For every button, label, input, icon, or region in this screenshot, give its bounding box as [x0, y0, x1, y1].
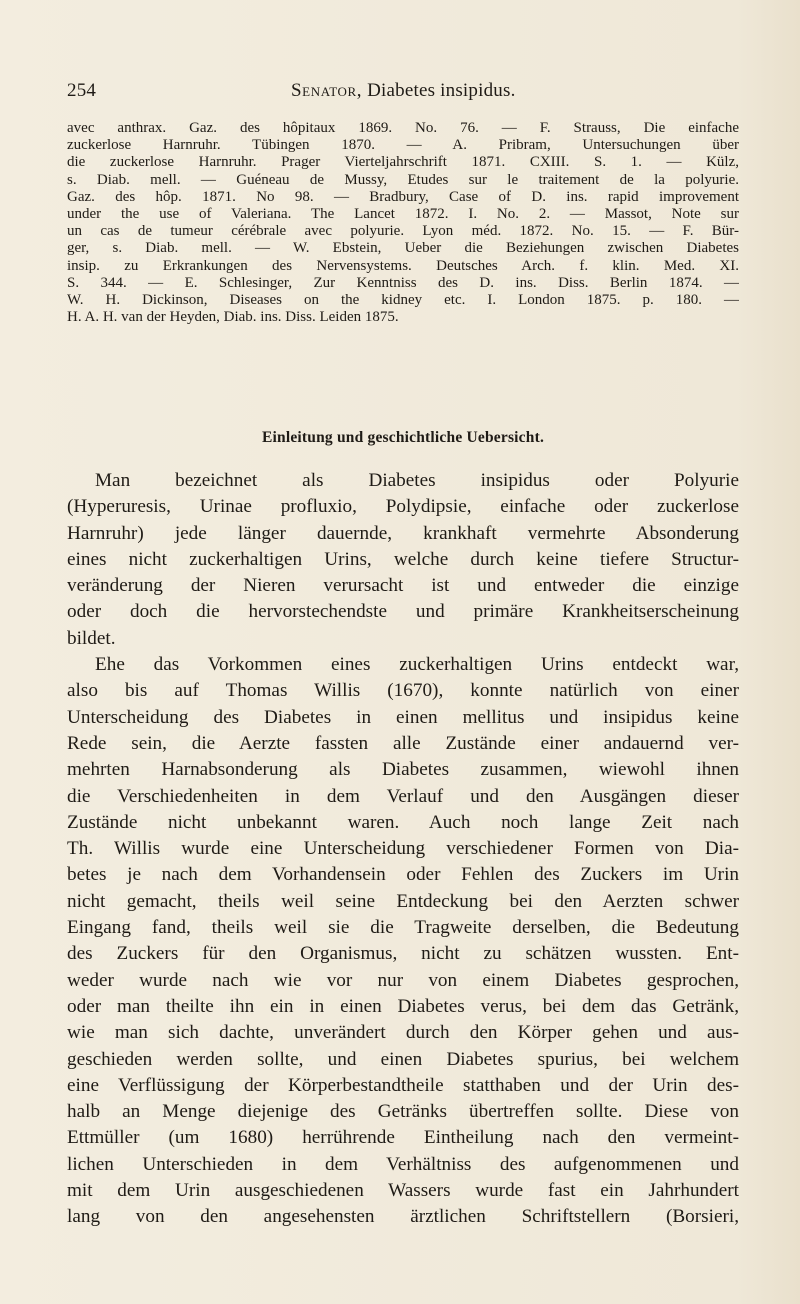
body-line: Ettmüller (um 1680) herrührende Eintheilung nach den vermeint-: [67, 1127, 739, 1149]
body-line: lichen Unterschieden in dem Verhältniss des aufgenommenen und: [67, 1153, 739, 1175]
body-line: mit dem Urin ausgeschiedenen Wassers wurde fast ein Jahrhundert: [67, 1180, 739, 1202]
body-line: geschieden werden sollte, und einen Diabetes spurius, bei welchem: [67, 1048, 739, 1070]
reference-line: W. H. Dickinson, Diseases on the kidney etc. I. London 1875. p. 180. —: [67, 291, 739, 308]
running-title: [291, 80, 516, 102]
body-line: Rede sein, die Aerzte fassten alle Zustände einer andauernd ver-: [67, 732, 739, 754]
running-head: [67, 80, 744, 104]
body-line: Ehe das Vorkommen eines zuckerhaltigen Urins entdeckt war,: [95, 654, 739, 676]
body-line: Harnruhr) jede länger dauernde, krankhaft vermehrte Absonderung: [67, 522, 739, 544]
body-line: wie man sich dachte, unverändert durch den Körper gehen und aus-: [67, 1022, 739, 1044]
body-line: oder man theilte ihn ein in einen Diabetes verus, bei dem das Getränk,: [67, 995, 739, 1017]
section-heading: Einleitung und geschichtliche Uebersicht.: [261, 429, 545, 446]
bibliography-references: [67, 120, 739, 326]
body-line: eine Verflüssigung der Körperbestandtheile statthaben und der Urin des-: [67, 1074, 739, 1096]
body-line: veränderung der Nieren verursacht ist und entweder die einzige: [67, 575, 739, 597]
body-line: Zustände nicht unbekannt waren. Auch noch lange Zeit nach: [67, 811, 739, 833]
reference-line: zuckerlose Harnruhr. Tübingen 1870. — A. Pribram, Untersuchungen über: [67, 137, 739, 154]
body-line: nicht gemacht, theils weil seine Entdeckung bei den Aerzten schwer: [67, 890, 739, 912]
body-line: bildet.: [67, 627, 116, 649]
reference-line: insip. zu Erkrankungen des Nervensystems. Deutsches Arch. f. klin. Med. XI.: [67, 257, 739, 274]
reference-line: under the use of Valeriana. The Lancet 1872. I. No. 2. — Massot, Note sur: [67, 205, 739, 222]
reference-line: H. A. H. van der Heyden, Diab. ins. Diss. Leiden 1875.: [67, 309, 399, 326]
reference-line: s. Diab. mell. — Guéneau de Mussy, Etudes sur le traitement de la polyurie.: [67, 171, 739, 188]
body-line: die Verschiedenheiten in dem Verlauf und den Ausgängen dieser: [67, 785, 739, 807]
body-line: Unterscheidung des Diabetes in einen mellitus und insipidus keine: [67, 706, 739, 728]
body-line: mehrten Harnabsonderung als Diabetes zusammen, wiewohl ihnen: [67, 759, 739, 781]
body-line: des Zuckers für den Organismus, nicht zu schätzen wussten. Ent-: [67, 943, 739, 965]
page-number: 254: [67, 80, 97, 101]
body-line: Man bezeichnet als Diabetes insipidus oder Polyurie: [95, 470, 739, 491]
reference-line: Gaz. des hôp. 1871. No 98. — Bradbury, Case of D. ins. rapid improvement: [67, 188, 739, 205]
body-line: lang von den angesehensten ärztlichen Schriftstellern (Borsieri,: [67, 1206, 739, 1228]
reference-line: ger, s. Diab. mell. — W. Ebstein, Ueber die Beziehungen zwischen Diabetes: [67, 240, 739, 257]
body-line: oder doch die hervorstechendste und primäre Krankheitserscheinung: [67, 601, 739, 623]
reference-line: avec anthrax. Gaz. des hôpitaux 1869. No. 76. — F. Strauss, Die einfache: [67, 120, 739, 136]
body-line: also bis auf Thomas Willis (1670), konnte natürlich von einer: [67, 680, 739, 702]
body-line: Eingang fand, theils weil sie die Tragweite derselben, die Bedeutung: [67, 917, 739, 939]
body-line: eines nicht zuckerhaltigen Urins, welche durch keine tiefere Structur-: [67, 548, 739, 570]
book-title: Diabetes insipidus.: [367, 80, 516, 101]
reference-line: die zuckerlose Harnruhr. Prager Vierteljahrschrift 1871. CXIII. S. 1. — Külz,: [67, 154, 739, 171]
body-text: [67, 468, 739, 1231]
reference-line: S. 344. — E. Schlesinger, Zur Kenntniss des D. ins. Diss. Berlin 1874. —: [67, 274, 739, 291]
reference-line: un cas de tumeur cérébrale avec polyurie. Lyon méd. 1872. No. 15. — F. Bür-: [67, 223, 739, 240]
body-line: weder wurde nach wie vor nur von einem Diabetes gesprochen,: [67, 969, 739, 991]
body-line: Th. Willis wurde eine Unterscheidung verschiedener Formen von Dia-: [67, 838, 739, 860]
body-line: halb an Menge diejenige des Getränks übertreffen sollte. Diese von: [67, 1101, 739, 1123]
body-line: betes je nach dem Vorhandensein oder Fehlen des Zuckers im Urin: [67, 864, 739, 886]
author-name: Senator,: [291, 80, 363, 101]
body-line: (Hyperuresis, Urinae profluxio, Polydipsie, einfache oder zuckerlose: [67, 496, 739, 518]
